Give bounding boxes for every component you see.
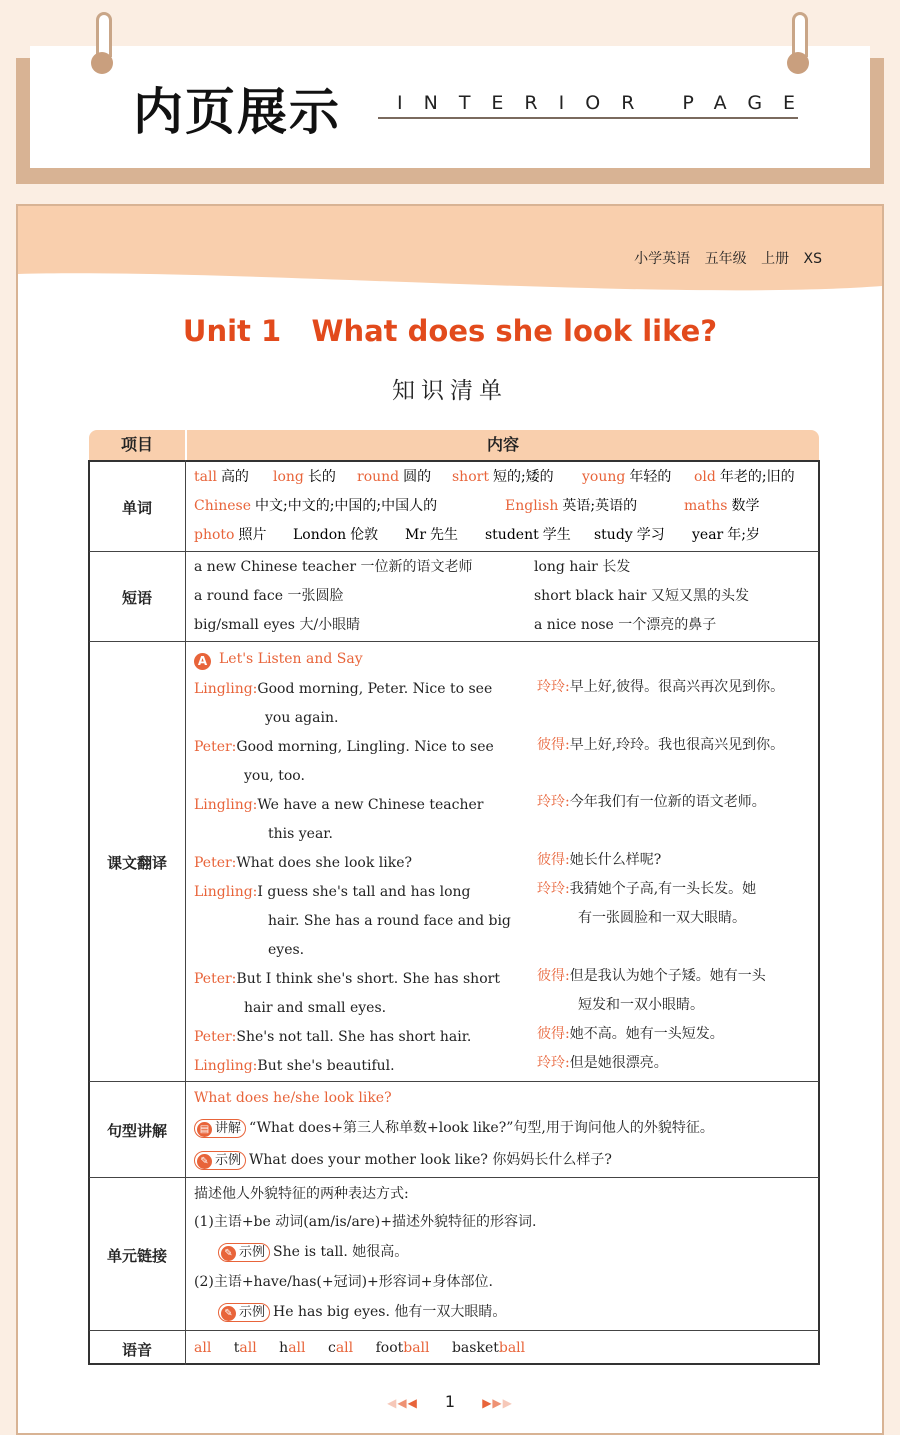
word-item: round 圆的 [357, 469, 432, 485]
word-item: London 伦敦 [293, 527, 379, 543]
pattern-heading: What does he/she look like? [194, 1090, 392, 1106]
dialogue-line-zh: 玲玲:今年我们有一位新的语文老师。 [537, 794, 766, 810]
dialogue-line-en: eyes. [268, 942, 305, 958]
section-a-badge: A [194, 653, 211, 670]
row-divider [89, 551, 819, 552]
prev-arrow-icon[interactable]: ◀ [387, 1396, 398, 1410]
word-item: short 短的;矮的 [452, 469, 554, 485]
dialogue-line-en: you, too. [244, 768, 305, 784]
dialogue-line-en: this year. [268, 826, 333, 842]
dialogue-line-en: Lingling:But she's beautiful. [194, 1058, 395, 1074]
phonics-word: football [375, 1340, 430, 1356]
phrase-item: a new Chinese teacher 一位新的语文老师 [194, 559, 473, 575]
book-icon: ▤ [197, 1122, 212, 1137]
binder-ring-right [792, 12, 808, 57]
dialogue-line-en: hair and small eyes. [244, 1000, 387, 1016]
prev-arrow-icon[interactable]: ◀ [407, 1396, 418, 1410]
link-rule-2: (2)主语+have/has(+冠词)+形容词+身体部位. [194, 1274, 493, 1290]
phonics-words [194, 1338, 525, 1358]
dialogue-line-en: Peter:But I think she's short. She has short [194, 971, 500, 987]
next-arrow-icon[interactable]: ▶ [492, 1396, 503, 1410]
row-divider [89, 641, 819, 642]
phrase-item: short black hair 又短又黑的头发 [534, 588, 749, 604]
pencil-icon: ✎ [221, 1306, 236, 1321]
dialogue-line-en: hair. She has a round face and big [268, 913, 511, 929]
dialogue-line-en: Lingling:Good morning, Peter. Nice to see [194, 681, 493, 697]
dialogue-line-en: Lingling:We have a new Chinese teacher [194, 797, 484, 813]
row-label-words: 单词 [121, 499, 152, 517]
row-label-link: 单元链接 [106, 1247, 167, 1265]
table-header-content: 内容 [187, 430, 819, 460]
example-tag: ✎ 示例 [194, 1151, 246, 1170]
phrase-item: a nice nose 一个漂亮的鼻子 [534, 617, 717, 633]
phonics-word: basketball [451, 1340, 526, 1356]
dialogue-line-en: Peter:She's not tall. She has short hair. [194, 1029, 472, 1045]
header-underline [378, 117, 798, 119]
row-label-text: 课文翻译 [106, 854, 167, 872]
phonics-word: call [327, 1340, 354, 1356]
breadcrumb: 小学英语 五年级 上册 XS [634, 251, 822, 267]
link-intro: 描述他人外貌特征的两种表达方式: [194, 1186, 409, 1202]
link-example-2: ✎ 示例 He has big eyes. 他有一双大眼睛。 [218, 1302, 506, 1322]
dialogue-line-zh: 有一张圆脸和一双大眼睛。 [578, 910, 746, 926]
row-divider [89, 1081, 819, 1082]
dialogue-line-en: you again. [265, 710, 339, 726]
pattern-example: ✎ 示例 What does your mother look like? 你妈妈长什么样子? [194, 1150, 612, 1170]
prev-arrow-icon[interactable]: ◀ [397, 1396, 408, 1410]
row-label-phrases: 短语 [121, 589, 152, 607]
phonics-word: hall [279, 1340, 306, 1356]
word-item: student 学生 [485, 527, 571, 543]
binder-dot-left [91, 52, 113, 74]
phonics-word: all [194, 1340, 212, 1356]
header-subtitle: INTERIOR PAGE [397, 92, 817, 114]
row-divider [89, 1177, 819, 1178]
table-column-divider [185, 460, 186, 1365]
table-header-item: 项目 [89, 430, 185, 460]
dialogue-line-zh: 玲玲:早上好,彼得。很高兴再次见到你。 [537, 679, 785, 695]
link-rule-1: (1)主语+be 动词(am/is/are)+描述外貌特征的形容词. [194, 1214, 537, 1230]
binder-dot-right [787, 52, 809, 74]
explain-tag: ▤ 讲解 [194, 1119, 246, 1138]
dialogue-line-en: Peter:What does she look like? [194, 855, 412, 871]
pattern-explain: ▤ 讲解 “What does+第三人称单数+look like?”句型,用于询问他人的外貌特征。 [194, 1118, 714, 1138]
binder-ring-left [96, 12, 112, 57]
dialogue-line-zh: 短发和一双小眼睛。 [578, 997, 704, 1013]
pager [0, 1392, 900, 1411]
pencil-icon: ✎ [221, 1246, 236, 1261]
word-item: Mr 先生 [405, 527, 459, 543]
dialogue-line-zh: 玲玲:但是她很漂亮。 [537, 1055, 668, 1071]
dialogue-line-en: Peter:Good morning, Lingling. Nice to see [194, 739, 494, 755]
header-title: 内页展示 [133, 83, 341, 141]
phrase-item: big/small eyes 大/小眼睛 [194, 617, 361, 633]
next-arrow-icon[interactable]: ▶ [482, 1396, 493, 1410]
section-title: 知识清单 [392, 378, 508, 404]
word-item: Chinese 中文;中文的;中国的;中国人的 [194, 498, 438, 514]
dialogue-line-zh: 彼得:但是我认为她个子矮。她有一头 [537, 968, 766, 984]
word-item: study 学习 [594, 527, 665, 543]
word-item: long 长的 [273, 469, 336, 485]
row-label-pattern: 句型讲解 [106, 1122, 167, 1140]
word-item: maths 数学 [684, 498, 760, 514]
dialogue-heading: A Let's Listen and Say [194, 649, 363, 670]
phrase-item: long hair 长发 [534, 559, 631, 575]
dialogue-line-zh: 彼得:早上好,玲玲。我也很高兴见到你。 [537, 737, 785, 753]
phrase-item: a round face 一张圆脸 [194, 588, 344, 604]
dialogue-line-en: Lingling:I guess she's tall and has long [194, 884, 471, 900]
word-item: photo 照片 [194, 527, 267, 543]
word-item: young 年轻的 [582, 469, 672, 485]
page-number: 1 [444, 1392, 456, 1411]
link-example-1: ✎ 示例 She is tall. 她很高。 [218, 1242, 408, 1262]
dialogue-line-zh: 彼得:她不高。她有一头短发。 [537, 1026, 724, 1042]
dialogue-line-zh: 彼得:她长什么样呢? [537, 852, 662, 868]
word-item: old 年老的;旧的 [694, 469, 795, 485]
example-tag: ✎ 示例 [218, 1303, 270, 1322]
word-item: year 年;岁 [692, 527, 760, 543]
pencil-icon: ✎ [197, 1154, 212, 1169]
row-label-phonics: 语音 [121, 1341, 152, 1359]
row-divider [89, 1330, 819, 1331]
unit-title: Unit 1 What does she look like? [182, 314, 718, 348]
dialogue-line-zh: 玲玲:我猜她个子高,有一头长发。她 [537, 881, 757, 897]
word-item: tall 高的 [194, 469, 249, 485]
word-item: English 英语;英语的 [505, 498, 638, 514]
phonics-word: tall [233, 1340, 257, 1356]
example-tag: ✎ 示例 [218, 1243, 270, 1262]
next-arrow-icon[interactable]: ▶ [502, 1396, 513, 1410]
